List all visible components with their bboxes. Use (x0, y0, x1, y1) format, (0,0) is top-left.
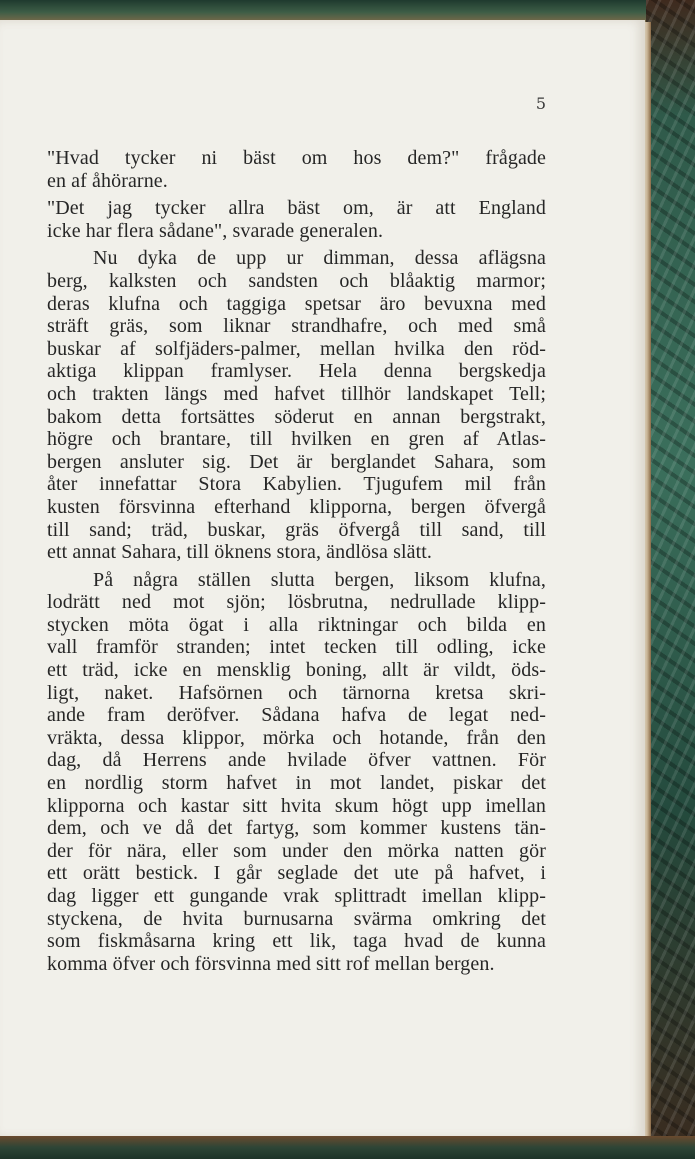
text-line: sträft gräs, som liknar strandhafre, och med små (47, 315, 546, 338)
text-line: ett annat Sahara, till öknens stora, ändlösa slätt. (47, 541, 433, 564)
paragraph (47, 247, 546, 563)
text-line: deras klufna och taggiga spetsar äro bevuxna med (47, 292, 546, 315)
text-line: komma öfver och försvinna med sitt rof mellan bergen. (47, 952, 495, 975)
book-cover-marbled-edge (646, 0, 695, 1159)
text-line: ett orätt bestick. I går seglade det ute på hafvet, i (47, 862, 546, 885)
body-text (47, 147, 546, 975)
text-line: ande fram deröfver. Sådana hafva de legat ned- (47, 704, 546, 727)
text-line: styckena, de hvita burnusarna svärma omkring det (47, 907, 546, 930)
book-binding-bottom (0, 1136, 695, 1159)
text-line: dag ligger ett gungande vrak splittradt imellan klipp- (47, 885, 546, 907)
paragraph (47, 147, 546, 192)
text-line: aktiga klippan framlyser. Hela denna bergskedja (47, 360, 546, 383)
text-line: kusten försvinna efterhand klipporna, bergen öfvergå (47, 495, 546, 518)
text-line: bakom detta fortsättes söderut en annan bergstrakt, (47, 405, 546, 428)
text-line: åter innefattar Stora Kabylien. Tjugufem mil från (47, 473, 546, 496)
text-line: en af åhörarne. (47, 169, 168, 192)
text-line: klipporna och kastar sitt hvita skum högt upp imellan (47, 794, 546, 817)
text-line: en nordlig storm hafvet in mot landet, piskar det (47, 772, 546, 795)
text-line: högre och brantare, till hvilken en gren af Atlas- (47, 428, 546, 451)
text-line: icke har flera sådane", svarade generalen. (47, 219, 384, 242)
text-line: lodrätt ned mot sjön; lösbrutna, nedrullade klipp- (47, 591, 546, 614)
text-line: till sand; träd, buskar, gräs öfvergå till sand, till (47, 518, 546, 541)
paragraph (47, 569, 546, 976)
text-line: vall framför stranden; intet tecken till odling, icke (47, 636, 546, 659)
book-binding-top (0, 0, 695, 22)
text-line: vräkta, dessa klippor, mörka och hotande, från den (47, 726, 546, 749)
text-line: berg, kalksten och sandsten och blåaktig marmor; (47, 269, 546, 292)
text-line: der för nära, eller som under den mörka natten gör (47, 839, 546, 862)
text-line: dag, då Herrens ande hvilade öfver vattnen. För (47, 749, 546, 772)
text-line: som fiskmåsarna kring ett lik, taga hvad de kunna (47, 930, 546, 953)
text-line: Nu dyka de upp ur dimman, dessa aflägsna (93, 247, 546, 270)
paragraph (47, 197, 546, 242)
text-line: stycken möta ögat i alla riktningar och bilda en (47, 613, 546, 636)
text-line: bergen ansluter sig. Det är berglandet Sahara, som (47, 450, 546, 473)
text-line: buskar af solfjäders-palmer, mellan hvilka den röd- (47, 337, 546, 360)
text-line: ett träd, icke en mensklig boning, allt är vildt, öds- (47, 659, 546, 682)
text-line: "Det jag tycker allra bäst om, är att England (47, 197, 546, 220)
text-line: dem, och ve då det fartyg, som kommer kustens tän- (47, 817, 546, 840)
text-line: och trakten längs med hafvet tillhör landskapet Tell; (47, 382, 546, 405)
page-number: 5 (535, 94, 546, 113)
text-line: På några ställen slutta bergen, liksom klufna, (93, 568, 546, 591)
text-line: ligt, naket. Hafsörnen och tärnorna kretsa skri- (47, 681, 546, 704)
text-line: "Hvad tycker ni bäst om hos dem?" frågade (47, 147, 546, 169)
